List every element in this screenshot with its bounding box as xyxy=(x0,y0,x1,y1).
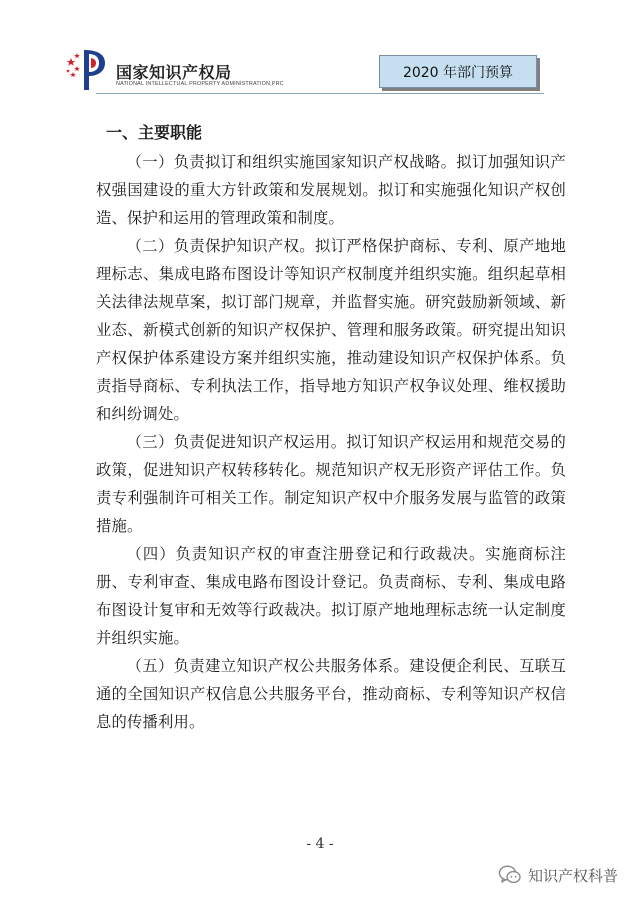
wechat-watermark xyxy=(498,864,618,886)
org-name-en: NATIONAL INTELLECTUAL PROPERTY ADMINISTRATION,PRC xyxy=(116,81,284,87)
paragraph-duty-5: （五）负责建立知识产权公共服务体系。建设便企利民、互联互通的全国知识产权信息公共服务平台，推动商标、专利等知识产权信息的传播利用。 xyxy=(96,657,566,731)
page-number: - 4 - xyxy=(306,836,334,852)
wechat-icon xyxy=(498,864,522,886)
cnipa-logo-icon xyxy=(64,44,114,94)
budget-label-box: 2020 年部门预算 xyxy=(379,55,537,88)
section-title: 一、主要职能 xyxy=(106,123,203,142)
paragraph-duty-4: （四）负责知识产权的审查注册登记和行政裁决。实施商标注册、专利审查、集成电路布图设计登记。负责商标、专利、集成电路布图设计复审和无效等行政裁决。拟订原产地地理标志统一认定制度并组织实施。 xyxy=(96,545,566,647)
page-header xyxy=(0,0,640,96)
header-divider xyxy=(96,93,544,94)
paragraph-duty-3: （三）负责促进知识产权运用。拟订知识产权运用和规范交易的政策，促进知识产权转移转化。规范知识产权无形资产评估工作。负责专利强制许可相关工作。制定知识产权中介服务发展与监管的政策措施。 xyxy=(96,433,566,535)
paragraph-duty-2: （二）负责保护知识产权。拟订严格保护商标、专利、原产地地理标志、集成电路布图设计等知识产权制度并组织实施。组织起草相关法律法规草案，拟订部门规章，并监督实施。研究鼓励新领域、新业态、新模式创新的知识产权保护、管理和服务政策。研究提出知识产权保护体系建设方案并组织实施，推动建设知识产权保护体系。负责指导商标、专利执法工作，指导地方知识产权争议处理、维权援助和纠纷调处。 xyxy=(96,237,566,423)
org-name-cn: 国家知识产权局 xyxy=(116,63,232,82)
watermark-text: 知识产权科普 xyxy=(527,866,618,885)
paragraph-duty-1: （一）负责拟订和组织实施国家知识产权战略。拟订加强知识产权强国建设的重大方针政策和发展规划。拟订和实施强化知识产权创造、保护和运用的管理政策和制度。 xyxy=(96,153,566,227)
main-content xyxy=(96,118,566,736)
